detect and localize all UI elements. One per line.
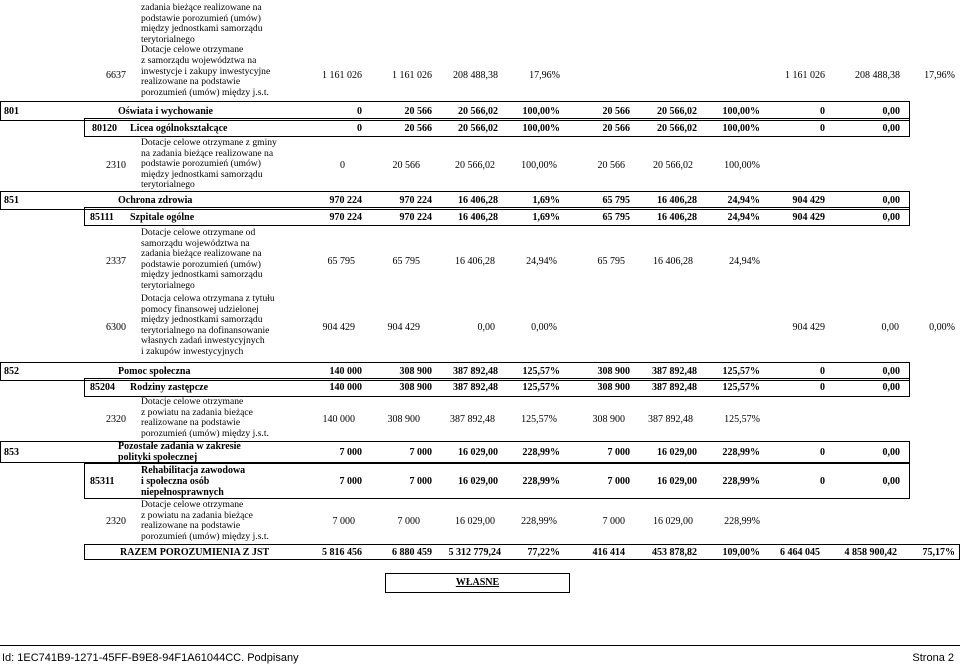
value-executed: 16 406,28 (455, 256, 495, 267)
row-6637-code: 6637 (106, 70, 126, 81)
desc-line: z powiatu na zadania bieżące (141, 406, 253, 418)
value-plan-after: 6 880 459 (392, 547, 432, 558)
value-executed-b: 0,00 (882, 366, 900, 377)
value-plan: 65 795 (327, 256, 355, 267)
value-plan-b: 904 429 (792, 195, 825, 206)
row-85311-name-line: niepełnosprawnych (141, 487, 224, 498)
row-853-name-line: polityki społecznej (118, 452, 198, 463)
value-plan-after: 7 000 (409, 447, 432, 458)
row-2320-code: 2320 (106, 516, 126, 527)
value-plan-b: 1 161 026 (785, 70, 825, 81)
value-percent: 0,00% (531, 322, 557, 333)
value-plan-b: 0 (820, 447, 825, 458)
desc-line: Dotacja celowa otrzymana z tytułu (141, 293, 275, 304)
desc-line: terytorialnego (141, 33, 195, 45)
value-percent: 125,57% (522, 382, 560, 393)
row-85204-code: 85204 (90, 382, 115, 393)
value-plan-b: 904 429 (792, 212, 825, 223)
value-executed: 0,00 (477, 322, 495, 333)
desc-line: i zakupów inwestycyjnych (141, 345, 244, 357)
value-percent: 125,57% (521, 414, 557, 425)
value-plan-a: 7 000 (607, 447, 630, 458)
value-executed-b: 0,00 (882, 447, 900, 458)
value-plan-a: 416 414 (592, 547, 625, 558)
row-853-code: 853 (4, 447, 19, 458)
row-2320-description (141, 397, 269, 439)
value-executed: 20 566,02 (455, 160, 495, 171)
row-2337-description (141, 228, 263, 292)
value-percent-a: 100,00% (724, 160, 760, 171)
desc-line: Dotacje celowe otrzymane z gminy (141, 137, 277, 148)
desc-line: realizowane na podstawie (141, 520, 241, 532)
desc-line: na zadania bieżące realizowane na (141, 147, 274, 159)
desc-line: porozumień (umów) między j.s.t. (141, 86, 269, 98)
value-executed-a: 16 406,28 (657, 212, 697, 223)
desc-line: inwestycje i zakupy inwestycyjne (141, 65, 271, 77)
value-percent-a: 125,57% (724, 414, 760, 425)
value-percent: 100,00% (522, 123, 560, 134)
value-percent: 228,99% (521, 516, 557, 527)
desc-line: realizowane na podstawie (141, 76, 241, 88)
desc-line: Dotacje celowe otrzymane (141, 499, 244, 510)
value-percent-a: 24,94% (727, 212, 760, 223)
value-plan: 140 000 (329, 366, 362, 377)
value-plan-after: 308 900 (399, 382, 432, 393)
row-2337-code: 2337 (106, 256, 126, 267)
value-executed-a: 16 029,00 (657, 476, 697, 487)
value-percent-a: 228,99% (722, 447, 760, 458)
desc-line: terytorialnego na dofinansowanie (141, 324, 270, 336)
row-852-code: 852 (4, 366, 19, 377)
value-plan: 7 000 (332, 516, 355, 527)
value-percent-a: 100,00% (722, 123, 760, 134)
row-6300-description (141, 294, 275, 358)
value-executed-a: 20 566,02 (657, 106, 697, 117)
value-percent-a: 109,00% (722, 547, 760, 558)
value-percent: 125,57% (522, 366, 560, 377)
row-851-code: 851 (4, 195, 19, 206)
desc-line: terytorialnego (141, 279, 195, 291)
value-executed: 208 488,38 (453, 70, 498, 81)
row-85111-name: Szpitale ogólne (130, 212, 195, 223)
row-851-name: Ochrona zdrowia (118, 195, 193, 206)
page-number: Strona 2 (912, 652, 954, 664)
value-plan-b: 0 (820, 123, 825, 134)
value-executed-b: 208 488,38 (855, 70, 900, 81)
row-2310-code: 2310 (106, 160, 126, 171)
value-executed: 387 892,48 (453, 382, 498, 393)
row-6300-code: 6300 (106, 322, 126, 333)
value-plan-a: 7 000 (607, 476, 630, 487)
value-executed-b: 4 858 900,42 (844, 547, 897, 558)
value-plan: 904 429 (322, 322, 355, 333)
desc-line: zadania bieżące realizowane na (141, 248, 262, 260)
value-executed-a: 20 566,02 (657, 123, 697, 134)
value-plan: 7 000 (339, 476, 362, 487)
value-percent-b: 75,17% (922, 547, 955, 558)
value-plan: 140 000 (322, 414, 355, 425)
row-85204-name: Rodziny zastępcze (130, 382, 209, 393)
value-percent-b: 0,00% (929, 322, 955, 333)
value-percent-a: 228,99% (722, 476, 760, 487)
value-plan-b: 0 (820, 382, 825, 393)
row-85111-code: 85111 (90, 212, 114, 223)
value-plan: 140 000 (329, 382, 362, 393)
value-plan-after: 20 566 (404, 123, 432, 134)
desc-line: między jednostkami samorządu (141, 168, 263, 180)
value-plan: 5 816 456 (322, 547, 362, 558)
value-plan-a: 20 566 (602, 123, 630, 134)
desc-line: porozumień (umów) między j.s.t. (141, 530, 269, 542)
value-executed-b: 0,00 (882, 195, 900, 206)
row-852-name: Pomoc społeczna (118, 366, 191, 377)
desc-line: z samorządu województwa na (141, 54, 257, 66)
desc-line: między jednostkami samorządu (141, 314, 263, 326)
value-percent: 100,00% (522, 106, 560, 117)
desc-line: realizowane na podstawie (141, 417, 241, 429)
desc-line: podstawie porozumień (umów) (141, 258, 261, 270)
value-executed-b: 0,00 (882, 106, 900, 117)
value-executed-a: 453 878,82 (652, 547, 697, 558)
row-85311-name-line: Rehabilitacja zawodowa (141, 465, 246, 476)
value-executed: 387 892,48 (453, 366, 498, 377)
value-plan: 0 (340, 160, 345, 171)
value-plan-a: 308 900 (597, 382, 630, 393)
value-plan: 0 (357, 123, 362, 134)
value-percent: 228,99% (522, 476, 560, 487)
desc-line: samorządu województwa na (141, 237, 250, 249)
value-plan: 1 161 026 (322, 70, 362, 81)
desc-line: między jednostkami samorządu (141, 269, 263, 281)
value-plan-b: 0 (820, 106, 825, 117)
desc-line: podstawie porozumień (umów) (141, 158, 261, 170)
value-executed-b: 0,00 (882, 476, 900, 487)
value-percent: 17,96% (529, 70, 560, 81)
value-plan-a: 20 566 (602, 106, 630, 117)
value-executed-b: 0,00 (882, 123, 900, 134)
total-label: RAZEM POROZUMIENIA Z JST (120, 547, 270, 558)
value-plan-after: 904 429 (387, 322, 420, 333)
value-percent-b: 17,96% (924, 70, 955, 81)
desc-line: Dotacje celowe otrzymane (141, 44, 244, 56)
value-plan-after: 65 795 (392, 256, 420, 267)
value-plan-after: 1 161 026 (392, 70, 432, 81)
value-plan-after: 7 000 (409, 476, 432, 487)
value-percent: 228,99% (522, 447, 560, 458)
value-plan-b: 0 (820, 366, 825, 377)
value-plan: 7 000 (339, 447, 362, 458)
value-executed-b: 0,00 (882, 212, 900, 223)
row-801-name: Oświata i wychowanie (118, 106, 213, 117)
value-executed: 5 312 779,24 (448, 547, 501, 558)
value-executed: 16 029,00 (455, 516, 495, 527)
value-plan-a: 65 795 (602, 195, 630, 206)
value-percent-a: 24,94% (727, 195, 760, 206)
value-plan-after: 7 000 (397, 516, 420, 527)
value-percent: 100,00% (521, 160, 557, 171)
value-plan-after: 308 900 (387, 414, 420, 425)
row-853-name-line: Pozostałe zadania w zakresie (118, 441, 241, 452)
value-plan-b: 6 464 045 (780, 547, 820, 558)
value-executed-a: 20 566,02 (653, 160, 693, 171)
value-executed-b: 0,00 (882, 382, 900, 393)
value-percent-a: 24,94% (729, 256, 760, 267)
value-percent: 1,69% (532, 212, 560, 223)
desc-line: terytorialnego (141, 179, 195, 191)
value-executed: 20 566,02 (458, 106, 498, 117)
value-executed: 16 029,00 (458, 476, 498, 487)
value-plan: 970 224 (329, 195, 362, 206)
value-percent-a: 125,57% (722, 382, 760, 393)
row-85311-code: 85311 (90, 476, 115, 487)
value-plan-a: 20 566 (597, 160, 625, 171)
value-percent-a: 228,99% (724, 516, 760, 527)
value-plan-a: 308 900 (597, 366, 630, 377)
desc-line: pomocy finansowej udzielonej (141, 303, 259, 315)
value-executed: 16 029,00 (458, 447, 498, 458)
row-6637-description (141, 3, 270, 98)
value-plan-after: 970 224 (399, 212, 432, 223)
value-executed-a: 16 406,28 (653, 256, 693, 267)
value-percent-a: 100,00% (722, 106, 760, 117)
value-plan: 970 224 (329, 212, 362, 223)
value-percent: 24,94% (526, 256, 557, 267)
value-plan-a: 65 795 (597, 256, 625, 267)
desc-line: zadania bieżące realizowane na (141, 2, 262, 13)
value-percent: 77,22% (527, 547, 560, 558)
value-percent-a: 125,57% (722, 366, 760, 377)
row-85311-name-line: i społeczna osób (141, 476, 210, 487)
value-percent: 1,69% (532, 195, 560, 206)
value-plan-after: 970 224 (399, 195, 432, 206)
row-2310-description (141, 138, 277, 191)
desc-line: porozumień (umów) między j.s.t. (141, 427, 269, 439)
row-80120-name: Licea ogólnokształcące (130, 123, 228, 134)
value-plan-after: 308 900 (399, 366, 432, 377)
value-executed: 20 566,02 (458, 123, 498, 134)
desc-line: własnych zadań inwestycyjnych (141, 335, 265, 347)
value-executed: 387 892,48 (450, 414, 495, 425)
value-executed-a: 16 029,00 (653, 516, 693, 527)
value-executed-b: 0,00 (881, 322, 899, 333)
desc-line: podstawie porozumień (umów) (141, 12, 261, 24)
value-executed-a: 387 892,48 (652, 366, 697, 377)
value-plan: 0 (357, 106, 362, 117)
row-2320-code: 2320 (106, 414, 126, 425)
value-plan-a: 308 900 (592, 414, 625, 425)
document-id: Id: 1EC741B9-1271-45FF-B9E8-94F1A61044CC. Podpisany (2, 652, 299, 664)
value-executed-a: 16 029,00 (657, 447, 697, 458)
value-executed: 16 406,28 (458, 195, 498, 206)
value-executed-a: 16 406,28 (657, 195, 697, 206)
row-2320-description (141, 500, 269, 542)
desc-line: z powiatu na zadania bieżące (141, 509, 253, 521)
row-80120-code: 80120 (92, 123, 117, 134)
value-plan-a: 7 000 (602, 516, 625, 527)
value-plan-a: 65 795 (602, 212, 630, 223)
value-executed-a: 387 892,48 (652, 382, 697, 393)
value-plan-after: 20 566 (404, 106, 432, 117)
value-executed: 16 406,28 (458, 212, 498, 223)
value-plan-b: 0 (820, 476, 825, 487)
desc-line: Dotacje celowe otrzymane od (141, 227, 256, 238)
section-title: WŁASNE (455, 577, 500, 588)
row-801-code: 801 (4, 106, 19, 117)
value-plan-after: 20 566 (392, 160, 420, 171)
desc-line: między jednostkami samorządu (141, 23, 263, 35)
value-executed-a: 387 892,48 (648, 414, 693, 425)
value-plan-b: 904 429 (792, 322, 825, 333)
footer-rule (0, 645, 960, 646)
desc-line: Dotacje celowe otrzymane (141, 396, 244, 407)
